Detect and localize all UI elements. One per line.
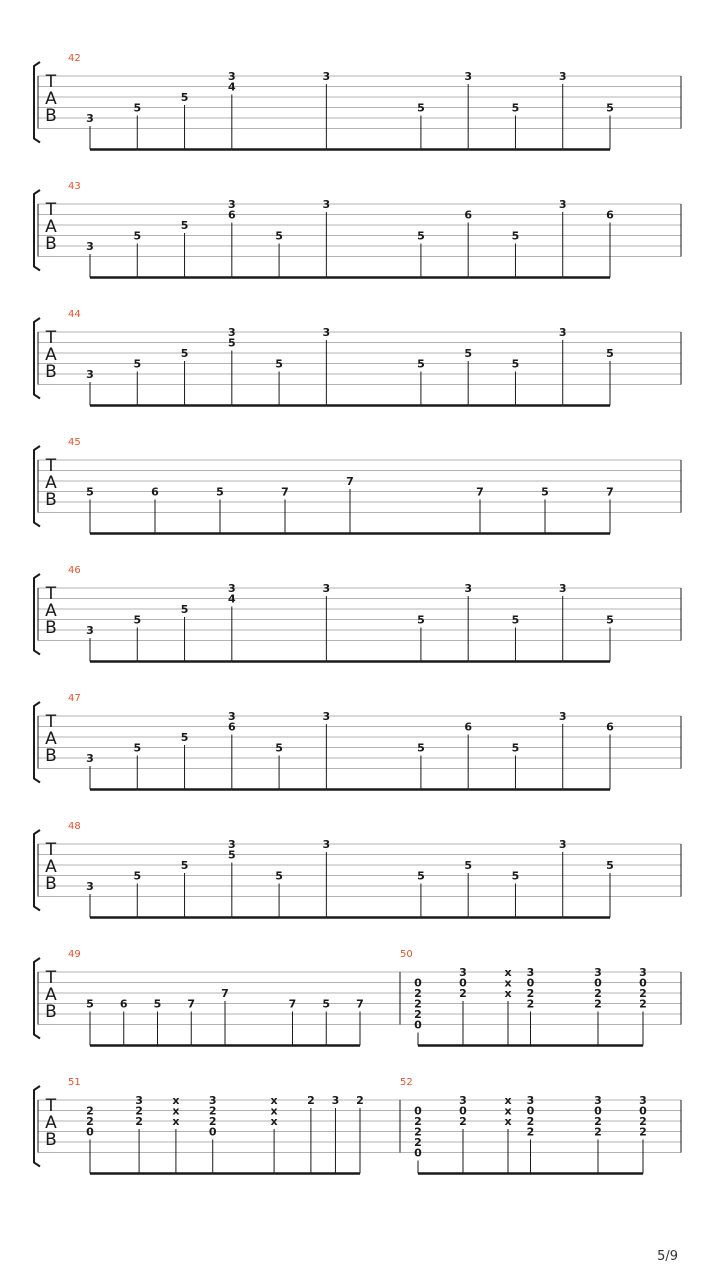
- tab-clef-letter: A: [45, 89, 57, 109]
- fret-number: 2: [594, 1115, 602, 1128]
- fret-number: 0: [86, 1125, 94, 1139]
- measure-number: 50: [400, 949, 413, 960]
- measure-number: 43: [68, 181, 81, 192]
- fret-number: 6: [151, 485, 159, 499]
- fret-number: 3: [322, 838, 331, 851]
- tab-clef-letter: T: [45, 72, 57, 92]
- fret-number: 2: [526, 1115, 535, 1128]
- fret-number: 5: [417, 869, 425, 883]
- fret-number: 3: [594, 966, 602, 979]
- fret-number: 3: [86, 880, 94, 893]
- measure-number: 46: [68, 565, 81, 576]
- tab-clef-letter: A: [45, 985, 57, 1005]
- fret-number: 5: [86, 485, 94, 499]
- system-bracket: [34, 958, 40, 1039]
- fret-number: 3: [227, 326, 236, 339]
- fret-number: 3: [594, 1094, 602, 1107]
- tab-clef-letter: T: [45, 200, 57, 220]
- fret-number: 2: [307, 1094, 315, 1107]
- fret-number: 3: [558, 70, 567, 83]
- fret-number: 2: [526, 987, 535, 1000]
- fret-number: 7: [187, 997, 196, 1011]
- tab-clef-letter: A: [45, 1113, 57, 1133]
- tab-clef-letter: A: [45, 217, 57, 237]
- fret-number: 3: [86, 112, 94, 125]
- tab-clef-letter: T: [45, 712, 57, 732]
- fret-number: 3: [526, 966, 535, 979]
- fret-number: 2: [135, 1115, 143, 1128]
- fret-number: 5: [511, 869, 520, 883]
- fret-number: 2: [639, 1125, 647, 1139]
- fret-number: 5: [133, 613, 142, 627]
- fret-number: 5: [464, 347, 473, 360]
- tab-clef-letter: B: [45, 618, 57, 638]
- fret-number: 5: [180, 603, 189, 616]
- fret-number: 5: [417, 741, 425, 755]
- fret-number: 2: [135, 1104, 143, 1118]
- fret-number: 0: [459, 1104, 467, 1118]
- fret-number: x: [504, 1094, 512, 1107]
- fret-number: 7: [221, 987, 229, 1000]
- fret-number: 2: [414, 1008, 422, 1021]
- fret-number: 3: [322, 326, 331, 339]
- fret-number: 2: [86, 1115, 94, 1128]
- measure-number: 51: [68, 1077, 81, 1088]
- tab-clef-letter: T: [45, 584, 57, 604]
- fret-number: 5: [417, 357, 425, 371]
- fret-number: 5: [275, 229, 283, 243]
- fret-number: x: [172, 1115, 180, 1128]
- fret-number: 3: [639, 1094, 647, 1107]
- tab-clef-letter: B: [45, 362, 57, 382]
- fret-number: 5: [133, 869, 142, 883]
- fret-number: 3: [558, 582, 567, 595]
- system-bracket: [34, 62, 40, 143]
- measure-number: 45: [68, 437, 81, 448]
- fret-number: 3: [322, 582, 331, 595]
- fret-number: 5: [180, 859, 189, 872]
- tab-clef-letter: T: [45, 328, 57, 348]
- fret-number: 0: [526, 976, 535, 990]
- fret-number: 2: [208, 1115, 217, 1128]
- fret-number: 5: [606, 347, 614, 360]
- fret-number: 0: [414, 1018, 422, 1032]
- system-bracket: [34, 574, 40, 655]
- fret-number: 7: [346, 475, 354, 488]
- fret-number: 4: [227, 80, 236, 94]
- fret-number: 5: [606, 101, 614, 115]
- fret-number: 3: [558, 326, 567, 339]
- fret-number: 2: [594, 987, 602, 1000]
- fret-number: 2: [459, 987, 467, 1000]
- fret-number: 0: [639, 1104, 647, 1118]
- fret-number: 2: [414, 997, 422, 1011]
- tab-clef-letter: B: [45, 234, 57, 254]
- fret-number: x: [504, 987, 512, 1000]
- page-number: 5/9: [657, 1249, 678, 1264]
- fret-number: 2: [594, 1125, 602, 1139]
- fret-number: 5: [511, 357, 520, 371]
- fret-number: 3: [86, 240, 94, 253]
- fret-number: 7: [288, 997, 297, 1011]
- fret-number: 6: [227, 208, 236, 222]
- fret-number: 5: [180, 219, 189, 232]
- tab-clef-letter: T: [45, 840, 57, 860]
- fret-number: 0: [414, 1104, 422, 1118]
- fret-number: 2: [526, 997, 535, 1011]
- fret-number: 2: [414, 1125, 422, 1139]
- fret-number: 5: [275, 869, 283, 883]
- fret-number: 5: [541, 485, 549, 499]
- fret-number: 5: [227, 848, 236, 862]
- fret-number: 2: [414, 987, 422, 1000]
- fret-number: 5: [511, 741, 520, 755]
- fret-number: 2: [459, 1115, 467, 1128]
- system-bracket: [34, 702, 40, 783]
- fret-number: 3: [227, 710, 236, 723]
- fret-number: 7: [281, 485, 289, 499]
- tab-clef-letter: A: [45, 857, 57, 877]
- fret-number: 5: [606, 859, 614, 872]
- fret-number: 0: [459, 976, 467, 990]
- tab-clef-letter: B: [45, 106, 57, 126]
- fret-number: 5: [227, 336, 236, 350]
- fret-number: 6: [119, 997, 128, 1011]
- fret-number: 6: [464, 208, 473, 222]
- fret-number: 2: [208, 1104, 217, 1118]
- measure-number: 44: [68, 309, 81, 320]
- fret-number: x: [270, 1104, 278, 1118]
- fret-number: 2: [639, 997, 647, 1011]
- measure-number: 42: [68, 53, 81, 64]
- fret-number: 5: [153, 997, 162, 1011]
- fret-number: 6: [227, 720, 236, 734]
- fret-number: 7: [476, 485, 484, 499]
- fret-number: 3: [322, 70, 331, 83]
- fret-number: 5: [417, 101, 425, 115]
- fret-number: 3: [464, 70, 473, 83]
- tab-clef-letter: B: [45, 1002, 57, 1022]
- fret-number: 5: [417, 229, 425, 243]
- fret-number: 5: [133, 357, 142, 371]
- tab-clef-letter: T: [45, 456, 57, 476]
- tab-clef-letter: A: [45, 729, 57, 749]
- system-bracket: [34, 318, 40, 399]
- fret-number: x: [270, 1115, 278, 1128]
- fret-number: x: [172, 1094, 180, 1107]
- fret-number: x: [504, 1104, 512, 1118]
- fret-number: 5: [511, 229, 520, 243]
- fret-number: 3: [322, 710, 331, 723]
- fret-number: 3: [639, 966, 647, 979]
- fret-number: 3: [86, 752, 94, 765]
- measure-number: 49: [68, 949, 81, 960]
- fret-number: 2: [526, 1125, 535, 1139]
- fret-number: x: [504, 1115, 512, 1128]
- fret-number: 3: [459, 966, 467, 979]
- fret-number: 6: [606, 208, 614, 222]
- fret-number: 2: [414, 1136, 422, 1149]
- fret-number: 2: [639, 987, 647, 1000]
- fret-number: 5: [180, 347, 189, 360]
- fret-number: 7: [606, 485, 614, 499]
- fret-number: 3: [227, 582, 236, 595]
- fret-number: x: [270, 1094, 278, 1107]
- fret-number: 5: [133, 229, 142, 243]
- fret-number: 5: [322, 997, 331, 1011]
- fret-number: 5: [417, 613, 425, 627]
- fret-number: 2: [86, 1104, 94, 1118]
- fret-number: 3: [526, 1094, 535, 1107]
- fret-number: 7: [356, 997, 364, 1011]
- measure-number: 47: [68, 693, 81, 704]
- fret-number: 3: [558, 838, 567, 851]
- fret-number: 5: [464, 859, 473, 872]
- fret-number: 0: [639, 976, 647, 990]
- fret-number: 3: [464, 582, 473, 595]
- fret-number: 3: [331, 1094, 340, 1107]
- fret-number: 5: [275, 741, 283, 755]
- fret-number: 3: [459, 1094, 467, 1107]
- fret-number: x: [504, 976, 512, 990]
- system-bracket: [34, 446, 40, 527]
- fret-number: 0: [414, 976, 422, 990]
- fret-number: 5: [275, 357, 283, 371]
- tab-clef-letter: B: [45, 746, 57, 766]
- fret-number: 5: [511, 101, 520, 115]
- tab-clef-letter: B: [45, 490, 57, 510]
- fret-number: 0: [594, 976, 602, 990]
- fret-number: 3: [86, 624, 94, 637]
- fret-number: 3: [86, 368, 94, 381]
- fret-number: 5: [133, 741, 142, 755]
- measure-number: 48: [68, 821, 81, 832]
- fret-number: 2: [639, 1115, 647, 1128]
- system-bracket: [34, 190, 40, 271]
- fret-number: 5: [216, 485, 224, 499]
- fret-number: 3: [135, 1094, 143, 1107]
- fret-number: 5: [180, 731, 189, 744]
- fret-number: 2: [414, 1115, 422, 1128]
- tab-clef-letter: B: [45, 1130, 57, 1150]
- fret-number: 0: [208, 1125, 217, 1139]
- fret-number: x: [172, 1104, 180, 1118]
- fret-number: x: [504, 966, 512, 979]
- fret-number: 0: [594, 1104, 602, 1118]
- fret-number: 5: [180, 91, 189, 104]
- fret-number: 5: [133, 101, 142, 115]
- tab-clef-letter: A: [45, 345, 57, 365]
- fret-number: 0: [414, 1146, 422, 1160]
- fret-number: 6: [464, 720, 473, 734]
- fret-number: 3: [558, 198, 567, 211]
- fret-number: 3: [227, 198, 236, 211]
- tab-clef-letter: A: [45, 473, 57, 493]
- fret-number: 5: [511, 613, 520, 627]
- fret-number: 2: [594, 997, 602, 1011]
- fret-number: 3: [227, 70, 236, 83]
- fret-number: 6: [606, 720, 614, 734]
- tab-clef-letter: A: [45, 601, 57, 621]
- fret-number: 5: [606, 613, 614, 627]
- tab-clef-letter: B: [45, 874, 57, 894]
- tab-clef-letter: T: [45, 968, 57, 988]
- fret-number: 3: [558, 710, 567, 723]
- fret-number: 2: [356, 1094, 364, 1107]
- fret-number: 0: [526, 1104, 535, 1118]
- system-bracket: [34, 830, 40, 911]
- fret-number: 4: [227, 592, 236, 606]
- system-bracket: [34, 1086, 40, 1167]
- fret-number: 3: [322, 198, 331, 211]
- fret-number: 3: [227, 838, 236, 851]
- fret-number: 3: [208, 1094, 217, 1107]
- tab-clef-letter: T: [45, 1096, 57, 1116]
- measure-number: 52: [400, 1077, 413, 1088]
- fret-number: 5: [86, 997, 94, 1011]
